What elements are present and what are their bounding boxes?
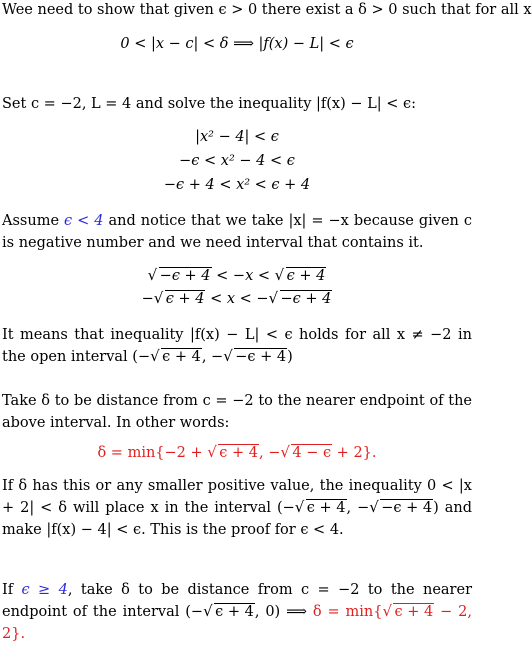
root2-prefix: − [141, 291, 154, 307]
means-paragraph [2, 324, 472, 368]
step-1: |x² − 4| < ϵ [195, 129, 279, 145]
setup-text: Set c = −2, L = 4 and solve the inequality |f(x) − L| < ϵ: [2, 96, 417, 112]
last-condition: ϵ ≥ 4 [21, 582, 68, 598]
delta-prefix: δ = min{−2 + [97, 445, 208, 461]
last-delta-suffix: − 2, 2}. [2, 604, 473, 642]
delta-suffix: + 2}. [332, 445, 377, 461]
ifdelta-radicand-2: −ϵ + 4 [381, 500, 433, 516]
ifdelta-paragraph [2, 475, 472, 541]
root2-mid: < x < − [205, 291, 269, 307]
step-3: −ϵ + 4 < x² < ϵ + 4 [163, 177, 311, 193]
delta-formula [0, 443, 474, 463]
means-suffix: ) [287, 349, 293, 365]
assume-paragraph [2, 210, 472, 254]
root1-left: −ϵ + 4 [159, 268, 211, 284]
last-radicand-2: ϵ + 4 [394, 604, 434, 620]
last-text-2: , 0) ⟹ [254, 604, 313, 620]
last-text-1: , take δ to be distance from c = −2 to the nearer endpoint of the interval (− [2, 582, 472, 620]
means-radicand-1: ϵ + 4 [162, 349, 201, 365]
ifdelta-radicand-1: ϵ + 4 [306, 500, 346, 516]
root1-right: ϵ + 4 [286, 268, 326, 284]
root-inequality-2 [0, 289, 474, 309]
delta-radicand-2: 4 − ϵ [292, 445, 332, 461]
root-inequality-1 [0, 266, 474, 286]
last-paragraph [2, 579, 472, 645]
last-delta-prefix: δ = min{ [312, 604, 383, 620]
delta-middle: , − [258, 445, 281, 461]
last-prefix: If [2, 582, 22, 598]
assume-prefix: Assume [2, 213, 65, 229]
delta-radicand-1: ϵ + 4 [219, 445, 258, 461]
limit-definition: 0 < |x − c| < δ ⟹ |f(x) − L| < ϵ [120, 36, 354, 52]
last-radicand-1: ϵ + 4 [215, 604, 254, 620]
intro-line: Wee need to show that given ϵ > 0 there exist a δ > 0 such that for all x [2, 2, 532, 18]
root2-right: −ϵ + 4 [280, 291, 332, 307]
assume-text: and notice that we take |x| = −x because given c is negative number and we need interval that contains it. [2, 213, 472, 251]
take-paragraph: Take δ to be distance from c = −2 to the nearer endpoint of the above interval. In other words: [2, 393, 472, 431]
step-2: −ϵ < x² − 4 < ϵ [179, 153, 295, 169]
means-radicand-2: −ϵ + 4 [235, 349, 287, 365]
means-text: It means that inequality |f(x) − L| < ϵ holds for all x ≠ −2 in the open interval (− [2, 327, 472, 365]
ifdelta-between: , − [346, 500, 370, 516]
assume-condition: ϵ < 4 [64, 213, 104, 229]
ifdelta-text-1: If δ has this or any smaller positive value, the inequality 0 < |x + 2| < δ will place x in the interval (− [2, 478, 472, 516]
root1-mid: < −x < [211, 268, 275, 284]
means-between: , − [201, 349, 224, 365]
ifdelta-text-2: ) and make |f(x) − 4| < ϵ. This is the proof for ϵ < 4. [2, 500, 472, 538]
root2-left: ϵ + 4 [165, 291, 205, 307]
